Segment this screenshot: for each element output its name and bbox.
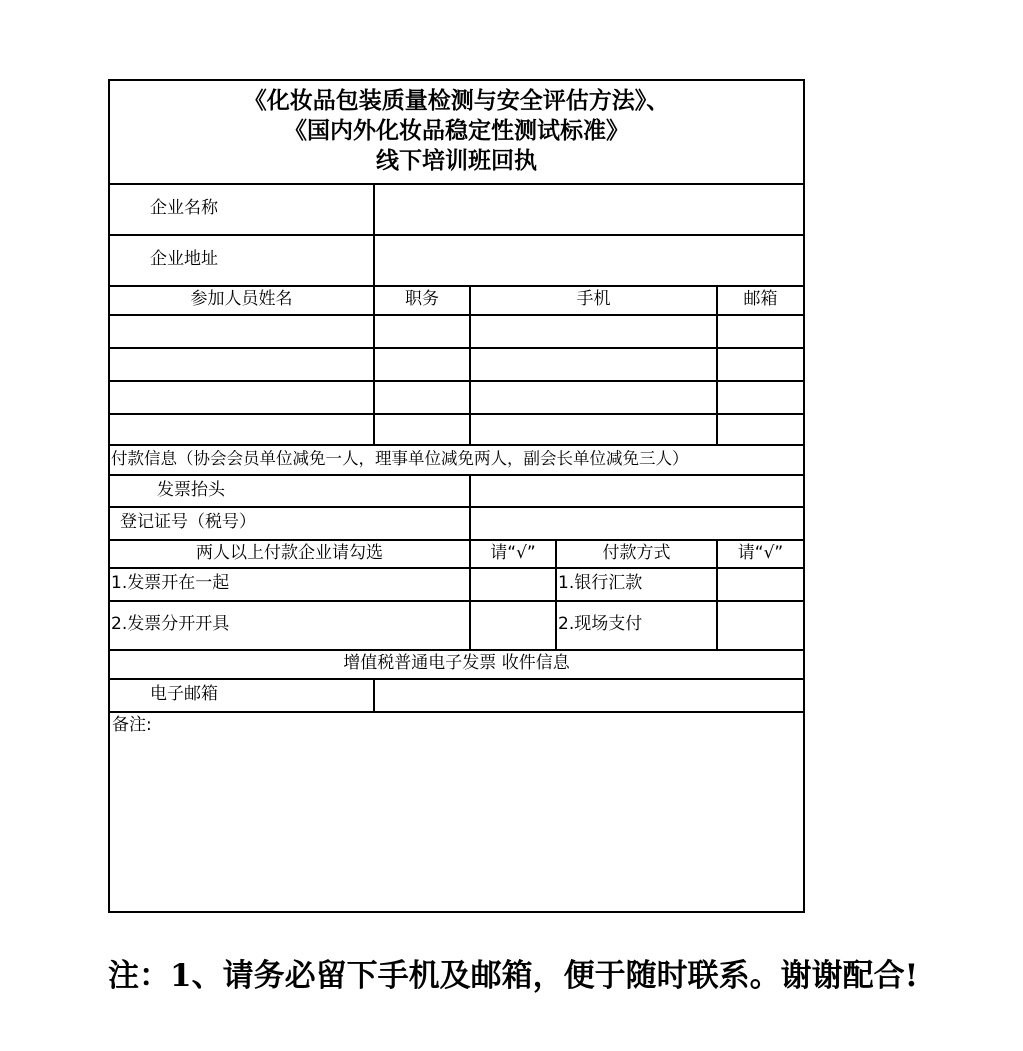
participant-row	[109, 315, 804, 348]
participant-phone-cell[interactable]	[470, 414, 717, 445]
einvoice-email-field[interactable]	[374, 679, 804, 712]
participant-title-cell[interactable]	[374, 348, 470, 381]
participant-title-cell[interactable]	[374, 315, 470, 348]
invoice-option-separate: 2.发票分开开具	[109, 601, 470, 650]
einvoice-heading: 增值税普通电子发票 收件信息	[109, 650, 804, 679]
participant-email-cell[interactable]	[717, 381, 804, 414]
participant-title-header: 职务	[374, 286, 470, 315]
participant-name-cell[interactable]	[109, 315, 374, 348]
participant-phone-cell[interactable]	[470, 381, 717, 414]
form-title	[109, 80, 804, 184]
participant-name-cell[interactable]	[109, 414, 374, 445]
payment-info: 付款信息（协会会员单位减免一人，理事单位减免两人，副会长单位减免三人）	[109, 445, 804, 475]
participant-title-cell[interactable]	[374, 414, 470, 445]
participant-title-cell[interactable]	[374, 381, 470, 414]
payment-method-bank: 1.银行汇款	[556, 568, 717, 601]
notes-label: 备注:	[112, 714, 152, 735]
participant-email-cell[interactable]	[717, 414, 804, 445]
title-line-1: 《化妆品包装质量检测与安全评估方法》、	[243, 88, 670, 114]
tax-id-label: 登记证号（税号）	[109, 507, 470, 540]
participant-row	[109, 414, 804, 445]
participant-phone-header: 手机	[470, 286, 717, 315]
invoice-option-separate-check[interactable]	[470, 601, 556, 650]
payment-method-label: 付款方式	[556, 540, 717, 568]
participant-name-header: 参加人员姓名	[109, 286, 374, 315]
participant-email-header: 邮箱	[717, 286, 804, 315]
participant-phone-cell[interactable]	[470, 315, 717, 348]
notes-area[interactable]	[109, 712, 804, 912]
payment-method-onsite-check[interactable]	[717, 601, 804, 650]
multi-payment-label: 两人以上付款企业请勾选	[109, 540, 470, 568]
participant-row	[109, 381, 804, 414]
participant-name-cell[interactable]	[109, 381, 374, 414]
payment-method-bank-check[interactable]	[717, 568, 804, 601]
company-address-label: 企业地址	[109, 235, 374, 286]
invoice-option-combined: 1.发票开在一起	[109, 568, 470, 601]
company-name-label: 企业名称	[109, 184, 374, 235]
participant-email-cell[interactable]	[717, 315, 804, 348]
invoice-title-field[interactable]	[470, 475, 804, 507]
invoice-title-label: 发票抬头	[109, 475, 470, 507]
company-address-field[interactable]	[374, 235, 804, 286]
company-name-field[interactable]	[374, 184, 804, 235]
invoice-option-combined-check[interactable]	[470, 568, 556, 601]
participant-phone-cell[interactable]	[470, 348, 717, 381]
participant-email-cell[interactable]	[717, 348, 804, 381]
tax-id-field[interactable]	[470, 507, 804, 540]
einvoice-email-label: 电子邮箱	[109, 679, 374, 712]
check-label-1: 请“√”	[470, 540, 556, 568]
participant-row	[109, 348, 804, 381]
payment-method-onsite: 2.现场支付	[556, 601, 717, 650]
title-line-2: 《国内外化妆品稳定性测试标准》	[284, 117, 629, 144]
footer-note: 注：1、请务必留下手机及邮箱，便于随时联系。谢谢配合!	[108, 958, 919, 994]
participant-name-cell[interactable]	[109, 348, 374, 381]
registration-form	[108, 79, 805, 913]
check-label-2: 请“√”	[717, 540, 804, 568]
title-line-3: 线下培训班回执	[376, 147, 537, 174]
